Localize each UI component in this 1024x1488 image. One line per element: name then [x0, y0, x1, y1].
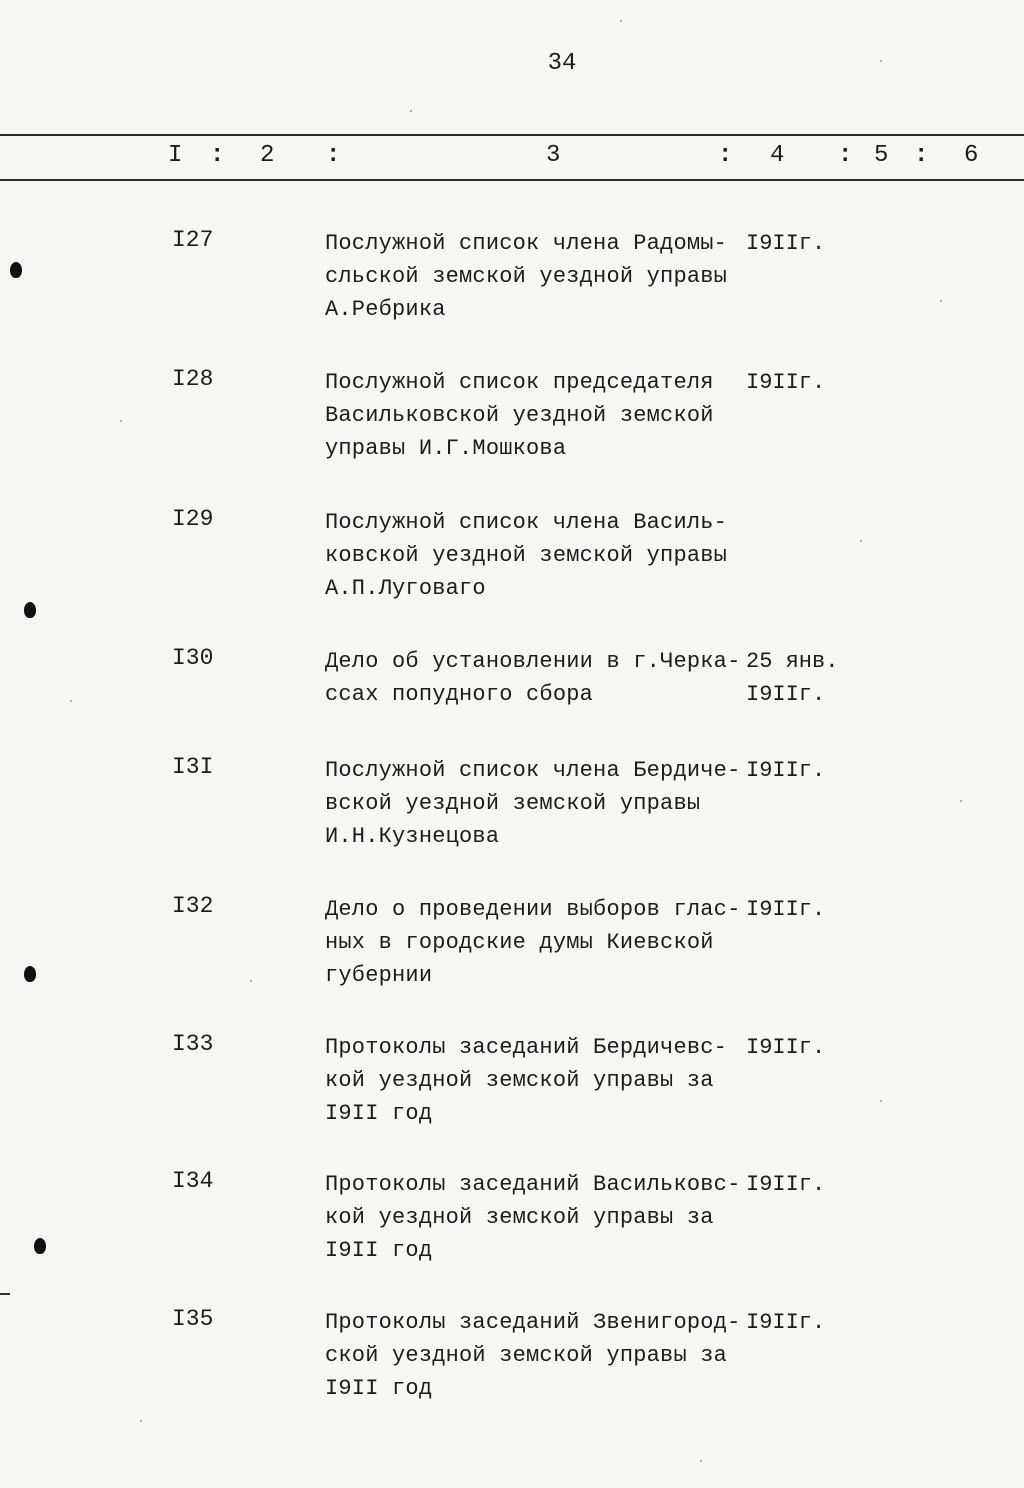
scan-speck [880, 60, 882, 62]
margin-tick-mark [0, 1293, 10, 1295]
table-row [0, 754, 1024, 874]
scan-speck [960, 800, 962, 802]
scan-speck [70, 700, 72, 702]
column-separator: : [838, 142, 853, 169]
table-row [0, 1031, 1024, 1151]
entry-title: Послужной список председателя Васильковской уездной земской управы И.Г.Мошкова [325, 370, 714, 461]
entry-title: Послужной список члена Радомы- сльской земской уездной управы А.Ребрика [325, 231, 728, 322]
entry-number: I32 [172, 893, 214, 919]
entry-title: Дело о проведении выборов глас- ных в городские думы Киевской губернии [325, 897, 741, 988]
binder-hole-mark [24, 602, 36, 618]
table-row [0, 366, 1024, 486]
column-separator: : [210, 142, 225, 169]
entry-date: 25 янв. I9IIг. [746, 649, 839, 707]
page-number: 34 [547, 50, 577, 77]
column-header-5: 5 [874, 142, 889, 169]
entry-date: I9IIг. [746, 758, 826, 783]
entry-number: I35 [172, 1306, 214, 1332]
entry-title: Протоколы заседаний Васильковс- кой уездной земской управы за I9II год [325, 1172, 741, 1263]
binder-hole-mark [34, 1238, 46, 1254]
table-row [0, 227, 1024, 347]
header-rule-bottom [0, 179, 1024, 181]
column-header-1: I [168, 142, 183, 169]
entry-number: I34 [172, 1168, 214, 1194]
table-row [0, 506, 1024, 626]
scan-speck [410, 110, 412, 112]
scan-speck [620, 20, 622, 22]
table-row [0, 893, 1024, 1013]
scan-speck [860, 540, 862, 542]
entry-title: Протоколы заседаний Бердичевс- кой уездной земской управы за I9II год [325, 1035, 728, 1126]
entry-title: Дело об установлении в г.Черка- ссах попудного сбора [325, 649, 741, 707]
column-header-4: 4 [770, 142, 785, 169]
table-row [0, 645, 1024, 765]
scan-speck [700, 1460, 702, 1462]
entry-title: Протоколы заседаний Звенигород- ской уездной земской управы за I9II год [325, 1310, 741, 1401]
entry-number: I30 [172, 645, 214, 671]
scan-speck [880, 1100, 882, 1102]
entry-date: I9IIг. [746, 1310, 826, 1335]
column-header-3: 3 [546, 142, 561, 169]
column-separator: : [718, 142, 733, 169]
column-header-6: 6 [964, 142, 979, 169]
column-separator: : [914, 142, 929, 169]
column-separator: : [326, 142, 341, 169]
entry-date: I9IIг. [746, 231, 826, 256]
entry-number: I28 [172, 366, 214, 392]
entry-date: I9IIг. [746, 370, 826, 395]
entry-number: I29 [172, 506, 214, 532]
entry-date: I9IIг. [746, 1172, 826, 1197]
table-row [0, 1306, 1024, 1426]
scan-speck [940, 300, 942, 302]
entry-title: Послужной список члена Бердиче- вской уездной земской управы И.Н.Кузнецова [325, 758, 741, 849]
entry-number: I27 [172, 227, 214, 253]
binder-hole-mark [10, 262, 22, 278]
binder-hole-mark [24, 966, 36, 982]
scan-speck [140, 1420, 142, 1422]
column-header-2: 2 [260, 142, 275, 169]
entry-number: I33 [172, 1031, 214, 1057]
header-rule-top [0, 134, 1024, 136]
scan-speck [120, 420, 122, 422]
entry-number: I3I [172, 754, 214, 780]
table-row [0, 1168, 1024, 1288]
entry-title: Послужной список члена Василь- ковской уездной земской управы А.П.Луговаго [325, 510, 728, 601]
entry-date: I9IIг. [746, 1035, 826, 1060]
entry-date: I9IIг. [746, 897, 826, 922]
scan-speck [250, 980, 252, 982]
